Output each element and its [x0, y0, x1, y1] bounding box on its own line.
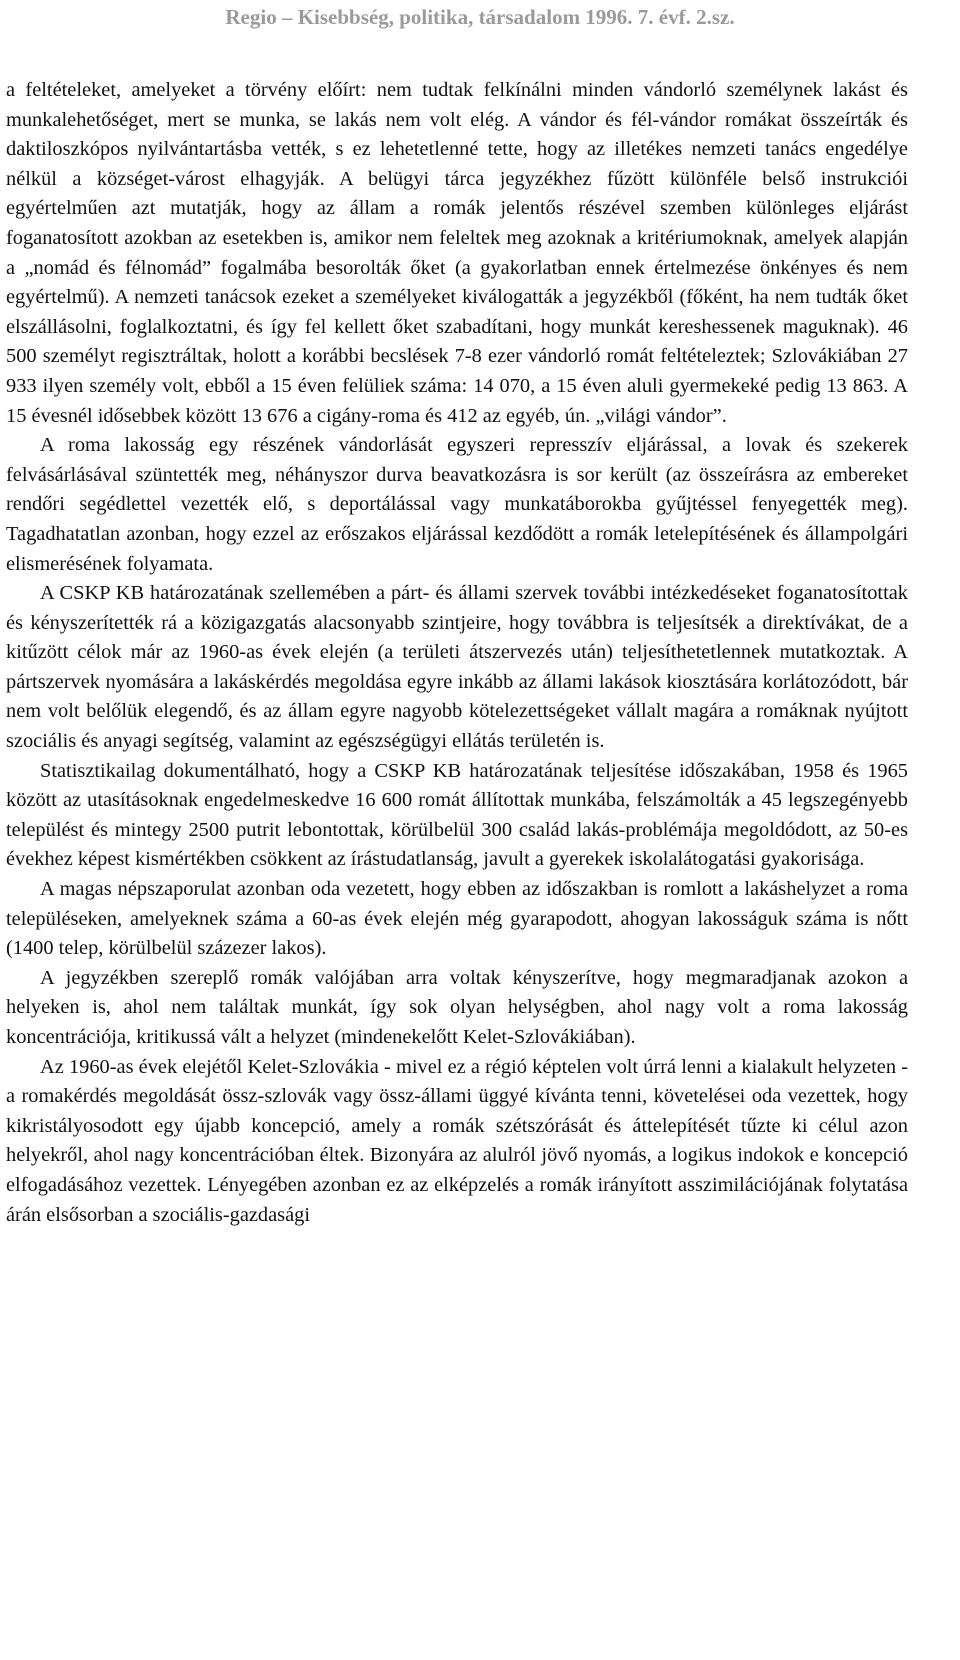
- paragraph: Az 1960-as évek elejétől Kelet-Szlovákia - mivel ez a régió képtelen volt úrrá lenni a kialakult helyzeten - a romakérdés megoldását össz-szlovák vagy össz-állami üggyé kívánta tenni, követelései oda vezettek, hogy kikristályosodott egy újabb koncepció, amely a romák szétszórását és áttelepítését tűzte ki célul azon helyekről, ahol nagy koncentrációban éltek. Bizonyára az alulról jövő nyomás, a logikus indokok e koncepció elfogadásához vezettek. Lényegében azonban ez az elképzelés a romák irányított asszimilációjának folytatása árán elsősorban a szociális-gazdasági: [6, 1055, 908, 1226]
- paragraph: A CSKP KB határozatának szellemében a párt- és állami szervek további intézkedéseket foganatosítottak és kényszerítették rá a közigazgatás alacsonyabb szintjeire, hogy továbbra is teljesítsék a direktívákat, de a kitűzött célok már az 1960-as évek elején (a területi átszervezés után) teljesíthetetlennek mutatkoztak. A pártszervek nyomására a lakáskérdés megoldása egyre inkább az állami lakások kiosztására korlátozódott, bár nem volt belőlük elegendő, és az állam egyre nagyobb kötelezettségeket vállalt magára a romáknak nyújtott szociális és anyagi segítség, valamint az egészségügyi ellátás területén is.: [6, 582, 908, 753]
- paragraph: A roma lakosság egy részének vándorlását egyszeri represszív eljárással, a lovak és szekerek felvásárlásával szüntették meg, néhányszor durva beavatkozásra is sor került (az összeírásra az embereket rendőri segédlettel vezették elő, s deportálással vagy munkatáborokba gyűjtéssel fenyegették meg). Tagadhatatlan azonban, hogy ezzel az erőszakos eljárással kezdődött a romák letelepítésének és állampolgári elismerésének folyamata.: [6, 434, 908, 575]
- paragraph: a feltételeket, amelyeket a törvény előírt: nem tudtak felkínálni minden vándorló személynek lakást és munkalehetőséget, mert se munka, se lakás nem volt elég. A vándor és fél-vándor romákat összeírták és daktiloszkópos nyilvántartásba vették, s ez lehetetlenné tette, hogy az illetékes nemzeti tanács engedélye nélkül a községet-várost elhagyják. A belügyi tárca jegyzékhez fűzött különféle belső instrukciói egyértelműen azt mutatják, hogy az állam a romák jelentős részével szemben különleges eljárást foganatosított azokban az esetekben is, amikor nem feleltek meg azoknak a kritériumoknak, amelyek alapján a „nomád és félnomád” fogalmába besorolták őket (a gyakorlatban ennek értelmezése önkényes és nem egyértelmű). A nemzeti tanácsok ezeket a személyeket kiválogatták a jegyzékből (főként, ha nem tudták őket elszállásolni, foglalkoztatni, és így fel kellett őket szabadítani, hogy munkát kereshessenek maguknak). 46 500 személyt regisztráltak, holott a korábbi becslések 7-8 ezer vándorló romát feltételeztek; Szlovákiában 27 933 ilyen személy volt, ebből a 15 éven felüliek száma: 14 070, a 15 éven aluli gyermekeké pedig 13 863. A 15 évesnél idősebbek között 13 676 a cigány-roma és 412 az egyéb, ún. „világi vándor”.: [6, 79, 908, 427]
- paragraph: Statisztikailag dokumentálható, hogy a CSKP KB határozatának teljesítése időszakában, 1958 és 1965 között az utasításoknak engedelmeskedve 16 600 romát állítottak munkába, felszámolták a 45 legszegényebb települést és mintegy 2500 putrit lebontottak, körülbelül 300 család lakás-problémája megoldódott, az 50-es évekhez képest kismértékben csökkent az írástudatlanság, javult a gyerekek iskolalátogatási gyakorisága.: [6, 759, 908, 871]
- running-header: Regio – Kisebbség, politika, társadalom 1996. 7. évf. 2.sz.: [225, 5, 735, 29]
- paragraph: A magas népszaporulat azonban oda vezetett, hogy ebben az időszakban is romlott a lakáshelyzet a roma településeken, amelyeknek száma a 60-as évek elején még gyarapodott, ahogyan lakosságuk száma is nőtt (1400 telep, körülbelül százezer lakos).: [6, 878, 908, 960]
- paragraph: A jegyzékben szereplő romák valójában arra voltak kényszerítve, hogy megmaradjanak azokon a helyeken is, ahol nem találtak munkát, így sok olyan helységben, ahol nagy volt a roma lakosság koncentrációja, kritikussá vált a helyzet (mindenekelőtt Kelet-Szlovákiában).: [6, 966, 908, 1048]
- body-text: [6, 76, 908, 1230]
